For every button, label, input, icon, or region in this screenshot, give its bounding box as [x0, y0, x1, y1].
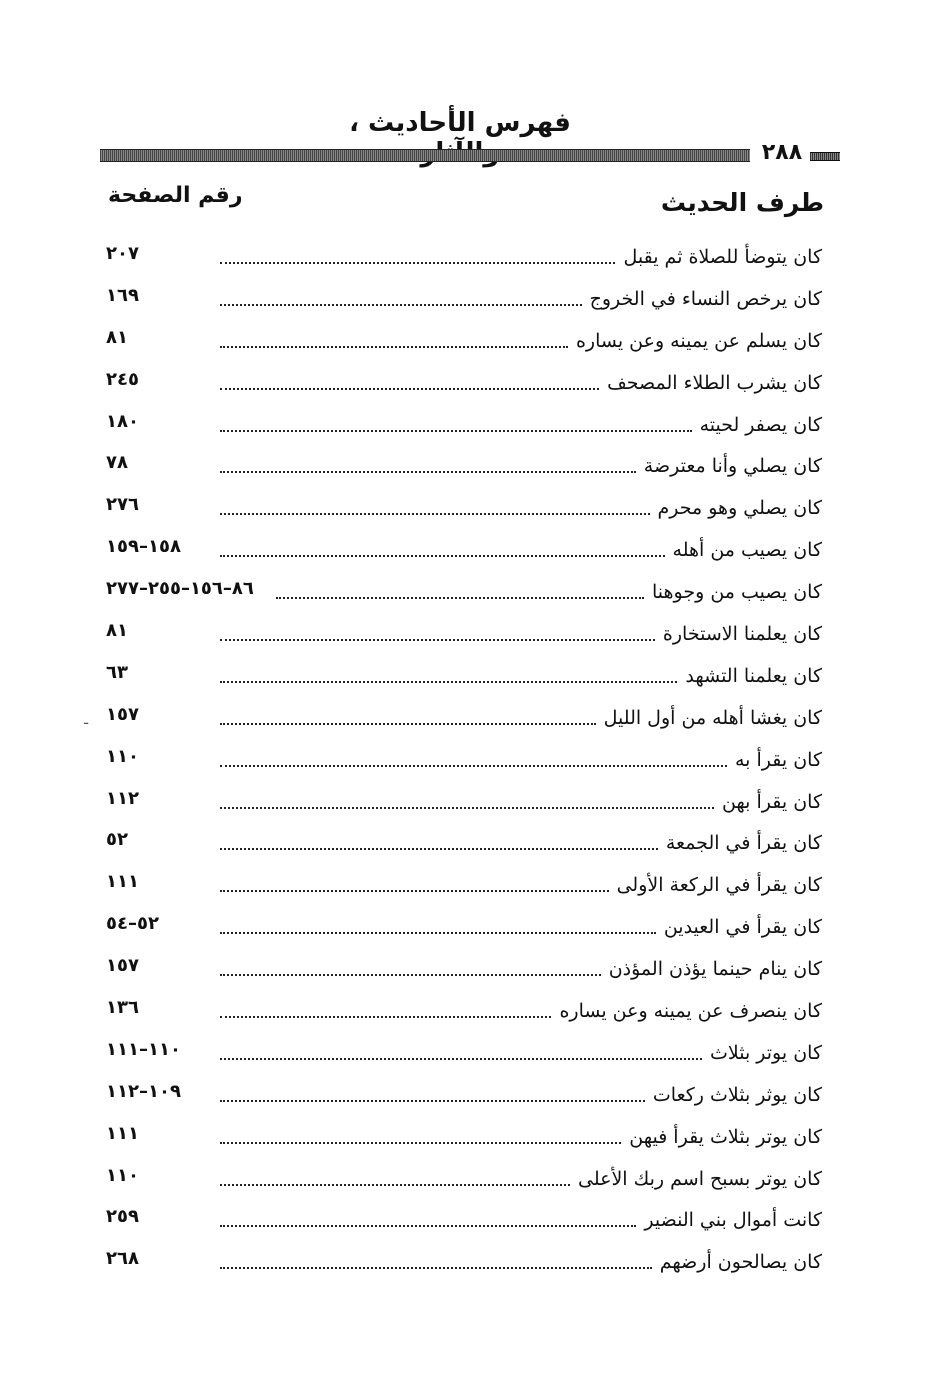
index-entry: [100, 617, 822, 659]
index-entry: [100, 1245, 822, 1287]
index-entry: [100, 868, 822, 910]
entry-title: كان يصلي وهو محرم: [657, 497, 822, 520]
entry-title: كان يقرأ في الجمعة: [665, 832, 822, 855]
leader-dots: [220, 884, 609, 892]
entry-page-number: ٢٤٥: [106, 368, 139, 390]
entry-title: كان يصالحون أرضهم: [659, 1251, 822, 1274]
entry-title: كان يصفر لحيته: [699, 413, 822, 436]
entry-page-number: ٢٦٨: [106, 1248, 139, 1270]
entry-page-number: ١١٠–١١١: [106, 1038, 181, 1060]
entry-title: كان يصيب من أهله: [672, 539, 822, 562]
page-number: ٢٨٨: [761, 140, 803, 165]
entry-title: كان ينصرف عن يمينه وعن يساره: [559, 1000, 822, 1023]
leader-dots: [220, 507, 650, 515]
leader-dots: [220, 256, 615, 264]
entry-page-number: ٦٣: [106, 661, 128, 683]
index-entry: [100, 785, 822, 827]
index-entry: [100, 240, 822, 282]
index-entry: [100, 952, 822, 994]
leader-dots: [220, 382, 599, 390]
leader-dots: [220, 759, 727, 767]
index-entry: [100, 575, 822, 617]
entry-page-number: ٨١: [106, 326, 128, 348]
header-rule-right: [810, 152, 840, 161]
index-entry: [100, 449, 822, 491]
leader-dots: [220, 717, 596, 725]
entry-page-number: ٧٨: [106, 452, 128, 474]
index-entry: [100, 659, 822, 701]
leader-dots: [220, 1136, 621, 1144]
header-rule: [100, 146, 840, 164]
entry-title: كان يرخص النساء في الخروج: [589, 287, 822, 310]
entry-page-number: ١٠٩–١١٢: [106, 1080, 181, 1102]
entry-title: كان يسلم عن يمينه وعن يساره: [575, 329, 822, 352]
leader-dots: [220, 465, 636, 473]
index-entry: [100, 1036, 822, 1078]
entry-page-number: ١٥٧: [106, 955, 139, 977]
entry-page-number: ٢٠٧: [106, 243, 139, 264]
index-entry: [100, 1120, 822, 1162]
entry-title: كان يصلي وأنا معترضة: [643, 455, 822, 478]
entry-title: كان ينام حينما يؤذن المؤذن: [608, 958, 822, 981]
index-entry: [100, 994, 822, 1036]
leader-dots: [220, 633, 655, 641]
leader-dots: [276, 591, 644, 599]
index-entry: [100, 282, 822, 324]
entry-title: كان يغشا أهله من أول الليل: [603, 706, 822, 729]
entry-page-number: ١١٠: [106, 745, 139, 767]
entry-title: كان يعلمنا التشهد: [685, 664, 822, 687]
entry-title: كان يوتر بثلاث يقرأ فيهن: [629, 1125, 822, 1148]
hadith-column-heading: طرف الحديث: [660, 188, 824, 217]
index-entry: [100, 533, 822, 575]
entry-page-number: ١١١: [106, 1122, 139, 1144]
leader-dots: [220, 1178, 570, 1186]
leader-dots: [220, 1094, 645, 1102]
leader-dots: [220, 1010, 551, 1018]
entry-title: كانت أموال بني النضير: [644, 1209, 822, 1232]
margin-mark: ـ: [84, 712, 89, 728]
index-entry: [100, 366, 822, 408]
index-entry: [100, 826, 822, 868]
leader-dots: [220, 842, 658, 850]
leader-dots: [220, 1219, 636, 1227]
entry-title: كان يشرب الطلاء المصحف: [607, 371, 822, 394]
index-entry: [100, 743, 822, 785]
index-entry: [100, 408, 822, 450]
entry-page-number: ٢٧٦: [106, 494, 139, 516]
entry-title: كان يوتر بثلاث: [710, 1041, 822, 1064]
leader-dots: [220, 1052, 702, 1060]
entry-title: كان يتوضأ للصلاة ثم يقبل: [623, 246, 822, 268]
index-entry: [100, 910, 822, 952]
leader-dots: [220, 801, 714, 809]
entry-title: كان يوتر بسبح اسم ربك الأعلى: [578, 1167, 822, 1190]
leader-dots: [220, 926, 656, 934]
index-entries: [100, 240, 822, 1287]
entry-page-number: ١٦٩: [106, 284, 139, 306]
entry-page-number: ١١١: [106, 871, 139, 893]
entry-page-number: ١١٠: [106, 1164, 139, 1186]
entry-title: كان يقرأ به: [734, 748, 822, 771]
leader-dots: [220, 340, 568, 348]
leader-dots: [220, 1261, 652, 1269]
entry-title: كان يقرأ في العيدين: [663, 916, 822, 939]
entry-title: كان يقرأ في الركعة الأولى: [616, 874, 822, 897]
leader-dots: [220, 675, 677, 683]
page-column-heading: رقم الصفحة: [108, 183, 243, 208]
entry-title: كان يصيب من وجوهنا: [652, 581, 822, 604]
leader-dots: [220, 549, 665, 557]
index-entry: [100, 1162, 822, 1204]
entry-page-number: ١٨٠: [106, 410, 139, 432]
entry-page-number: ١١٢: [106, 787, 139, 809]
entry-title: كان يعلمنا الاستخارة: [662, 623, 822, 646]
page-header-title: فهرس الأحاديث ،: [349, 108, 571, 138]
index-entry: [100, 324, 822, 366]
entry-page-number: ٥٢: [106, 829, 128, 851]
index-entry: [100, 491, 822, 533]
index-entry: [100, 701, 822, 743]
entry-page-number: ٨٦–١٥٦–٢٥٥–٢٧٧: [106, 578, 254, 600]
leader-dots: [220, 424, 692, 432]
entry-page-number: ١٥٨–١٥٩: [106, 536, 181, 558]
entry-page-number: ٨١: [106, 620, 128, 642]
entry-title: كان يقرأ بهن: [721, 790, 822, 813]
header-rule-left: [100, 149, 750, 162]
leader-dots: [220, 968, 601, 976]
entry-title: كان يوثر بثلاث ركعات: [652, 1083, 822, 1106]
index-entry: [100, 1078, 822, 1120]
entry-page-number: ١٥٧: [106, 703, 139, 725]
index-entry: [100, 1203, 822, 1245]
entry-page-number: ٥٢–٥٤: [106, 913, 159, 935]
leader-dots: [220, 298, 582, 306]
entry-page-number: ٢٥٩: [106, 1206, 139, 1228]
entry-page-number: ١٣٦: [106, 997, 139, 1019]
